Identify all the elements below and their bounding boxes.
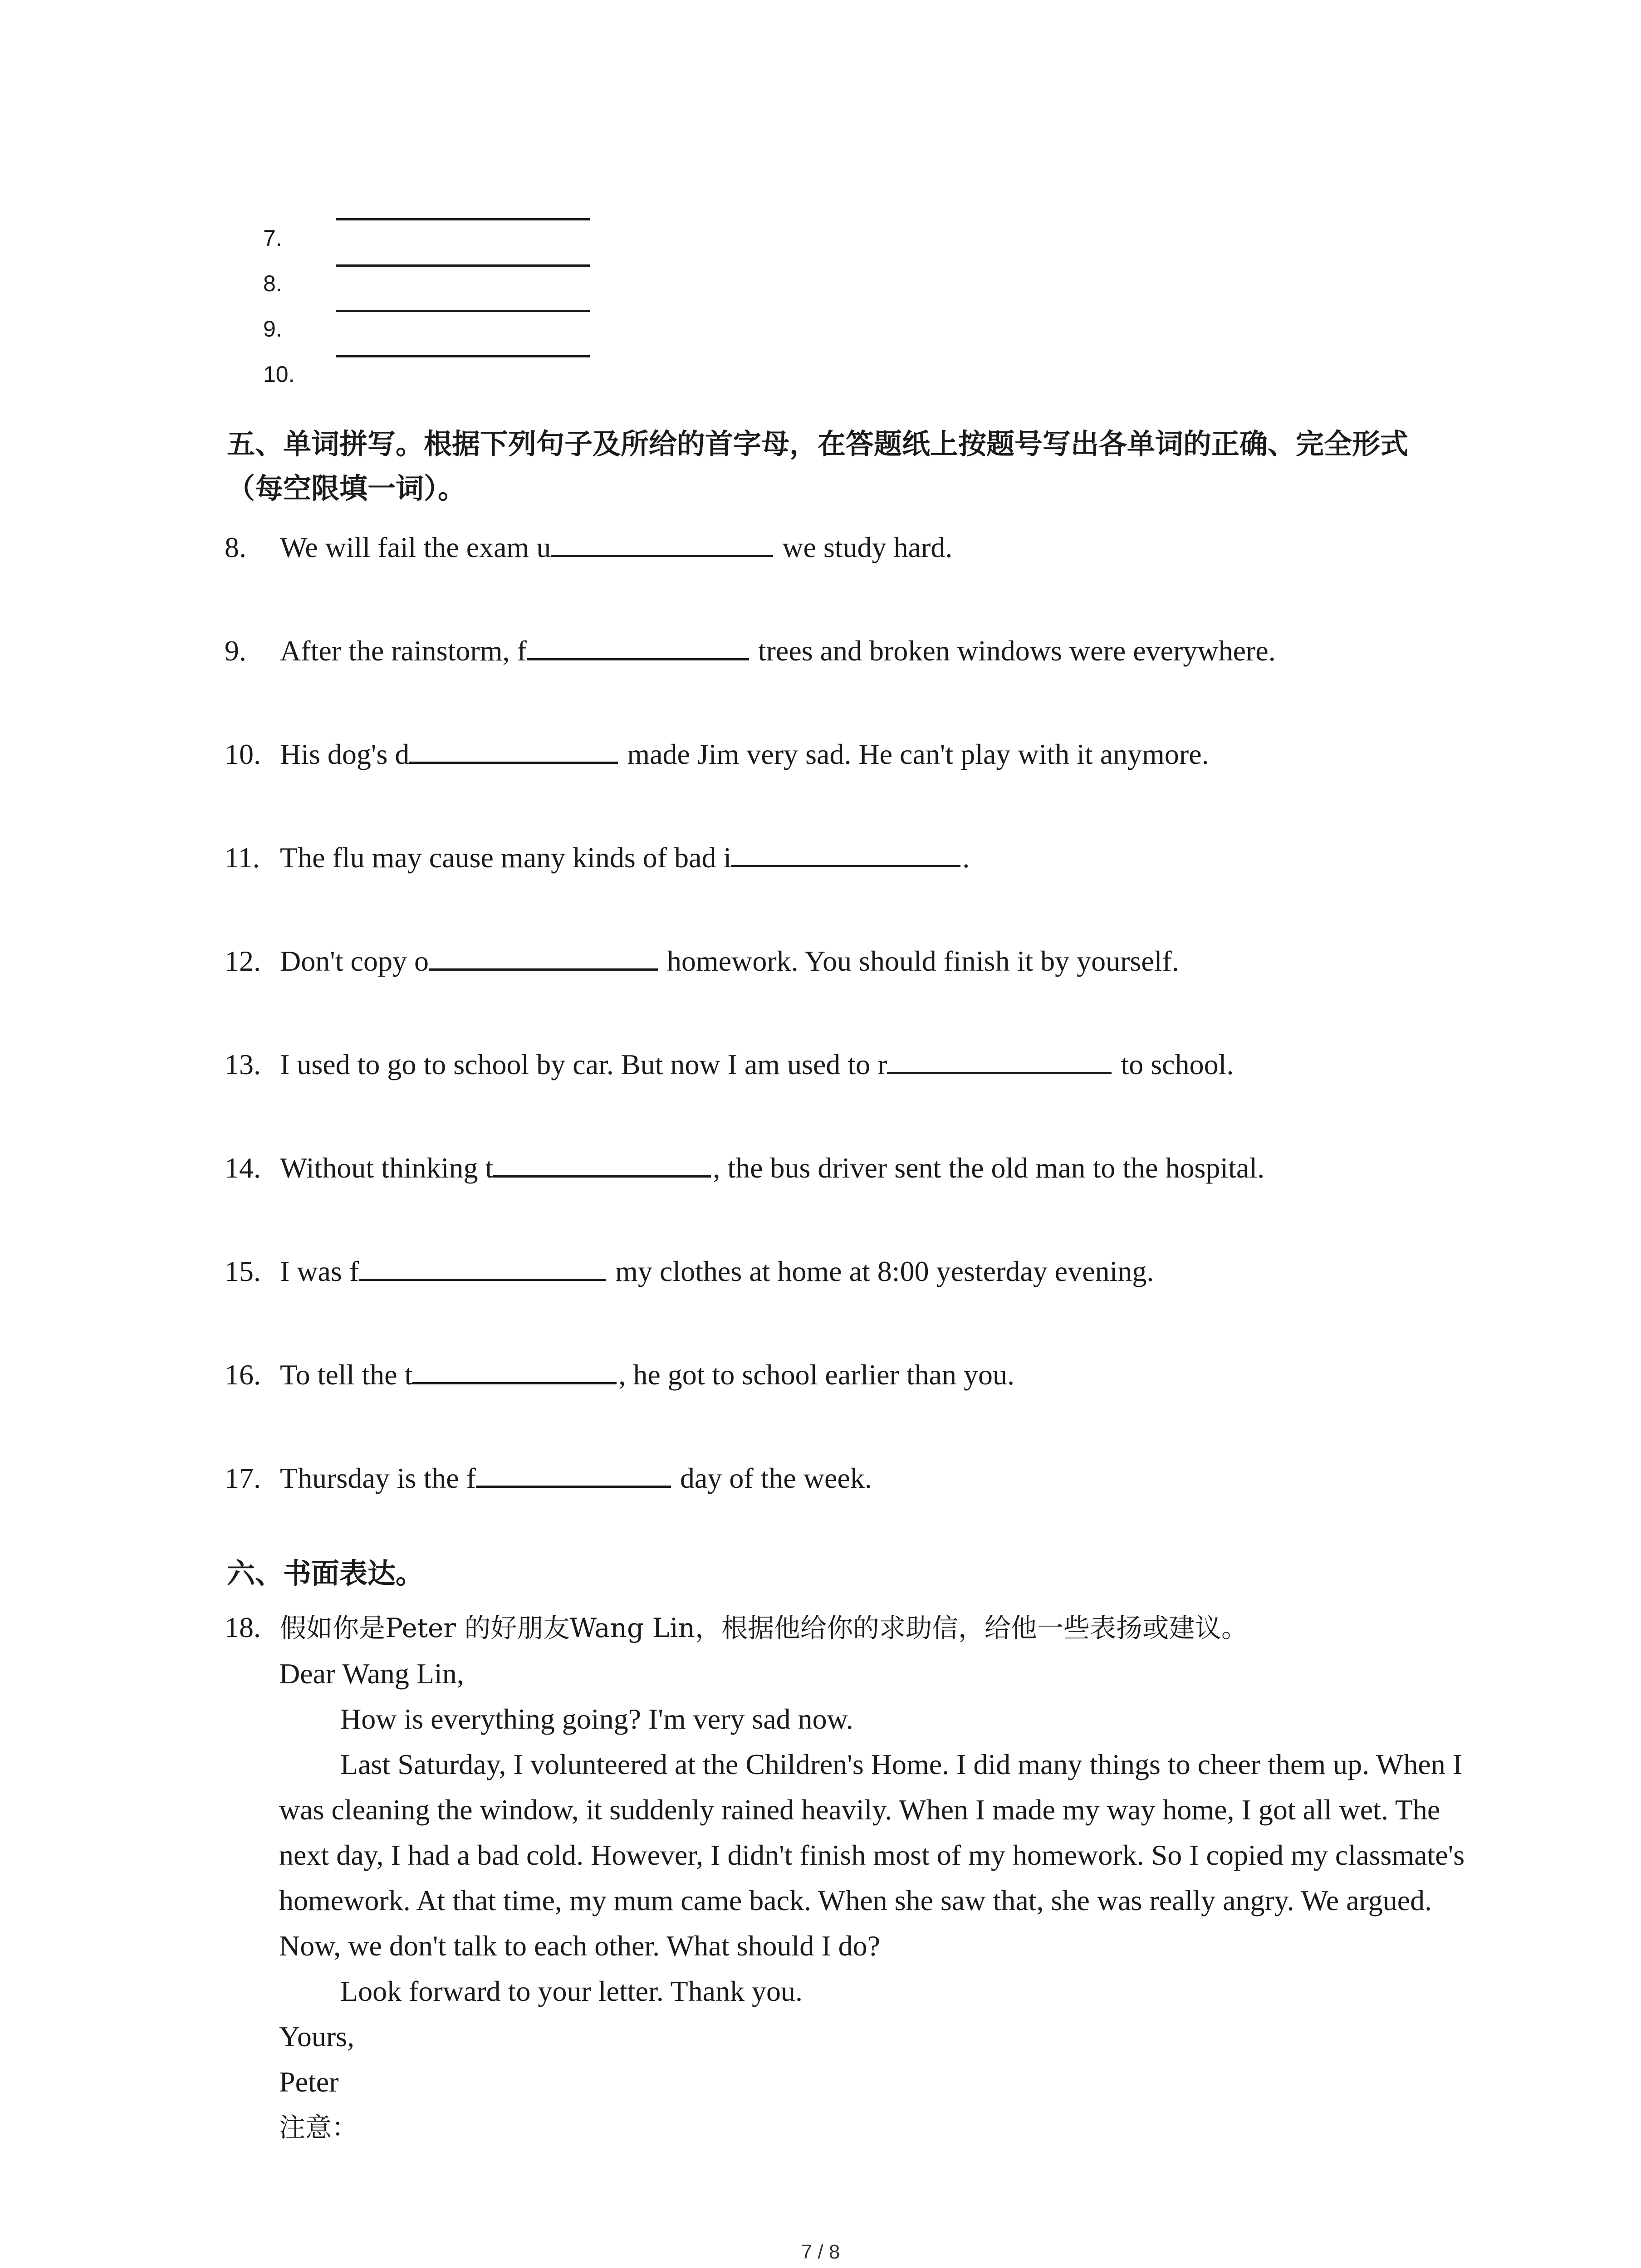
question-number: 14. <box>225 1152 261 1184</box>
question-text-after: my clothes at home at 8:00 yesterday evening. <box>608 1255 1154 1287</box>
answer-blank-line <box>336 355 590 357</box>
letter-paragraph <box>279 1742 1477 1969</box>
question-text-before: Without thinking t <box>280 1152 494 1184</box>
answer-blank[interactable] <box>551 528 773 557</box>
question-item <box>225 632 1477 669</box>
question-text-before: We will fail the exam u <box>280 531 551 563</box>
question-item <box>225 1459 1477 1496</box>
question-text-after: day of the week. <box>672 1462 872 1494</box>
answer-blank[interactable] <box>412 1356 617 1384</box>
answer-number: 8. <box>263 271 282 296</box>
letter-paragraph: How is everything going? I'm very sad now. <box>340 1703 853 1735</box>
question-item <box>225 1046 1477 1082</box>
answer-blank[interactable] <box>409 735 618 764</box>
answer-blank[interactable] <box>887 1046 1112 1074</box>
question-item <box>225 1610 1477 1645</box>
section-heading: 六、书面表达。 <box>227 1557 424 1590</box>
question-text-after: . <box>962 841 970 874</box>
note-label: 注意： <box>279 2112 358 2143</box>
page-number: 7 / 8 <box>801 2241 840 2263</box>
question-number: 17. <box>225 1462 261 1494</box>
answer-blank[interactable] <box>527 632 749 660</box>
letter-salutation: Dear Wang Lin, <box>279 1657 464 1690</box>
question-text-before: The flu may cause many kinds of bad i <box>280 841 732 874</box>
question-number: 10. <box>225 738 261 770</box>
question-number: 12. <box>225 945 261 977</box>
question-text-after: , the bus driver sent the old man to the hospital. <box>713 1152 1265 1184</box>
question-text-before: After the rainstorm, f <box>280 635 527 667</box>
question-item <box>225 1356 1477 1393</box>
answer-blank[interactable] <box>359 1252 606 1281</box>
question-text-after: made Jim very sad. He can't play with it anymore. <box>620 738 1209 770</box>
letter-paragraph: Look forward to your letter. Thank you. <box>340 1975 803 2007</box>
question-item <box>225 942 1477 979</box>
answer-blank[interactable] <box>476 1459 671 1488</box>
question-text-after: trees and broken windows were everywhere. <box>750 635 1276 667</box>
writing-prompt: 假如你是Peter 的好朋友Wang Lin，根据他给你的求助信，给他一些表扬或建议。 <box>280 1613 1248 1643</box>
answer-number: 7. <box>263 225 282 251</box>
question-number: 8. <box>225 531 246 563</box>
answer-blank[interactable] <box>493 1149 711 1178</box>
question-text-before: Thursday is the f <box>280 1462 476 1494</box>
letter-signature: Peter <box>279 2066 339 2098</box>
answer-number: 10. <box>263 362 295 387</box>
letter-body <box>279 1651 1477 2150</box>
answer-blank[interactable] <box>429 942 658 971</box>
question-number: 16. <box>225 1359 261 1391</box>
question-number: 18. <box>225 1611 261 1643</box>
letter-paragraph-line: Last Saturday, I volunteered at the Children's Home. I did many things to cheer them up. <box>340 1748 1370 1780</box>
question-number: 11. <box>225 841 260 874</box>
question-text-before: To tell the t <box>280 1359 413 1391</box>
question-item <box>225 735 1477 772</box>
question-text-before: His dog's d <box>280 738 410 770</box>
question-item <box>225 1149 1477 1186</box>
question-text-after: we study hard. <box>775 531 953 563</box>
question-text-after: , he got to school earlier than you. <box>618 1359 1014 1391</box>
question-text-after: to school. <box>1113 1048 1234 1080</box>
question-number: 13. <box>225 1048 261 1080</box>
answer-blank-line <box>336 218 590 220</box>
section-heading: 五、单词拼写。根据下列句子及所给的首字母，在答题纸上按题号写出各单词的正确、完全形式（每空限填一词）。 <box>227 427 1409 505</box>
question-text-before: Don't copy o <box>280 945 429 977</box>
question-item <box>225 1252 1477 1289</box>
answer-number: 9. <box>263 316 282 342</box>
letter-paragraph-continuation: When I was cleaning the window, it suddenly rained heavily. When I made my way home, I got all wet. The next day, I had a bad cold. However, I didn't finish most of my homework. So I copied my classmate's homework. At that time, my mum came back. When she saw that, she was really angry. We argued. Now, we don't talk to each other. What should I do? <box>279 1748 1465 1962</box>
question-text-after: homework. You should finish it by yourself. <box>659 945 1179 977</box>
question-text-before: I used to go to school by car. But now I am used to r <box>280 1048 887 1080</box>
question-number: 9. <box>225 635 246 667</box>
answer-blank-line <box>336 264 590 267</box>
question-number: 15. <box>225 1255 261 1287</box>
question-item <box>225 839 1477 875</box>
answer-blank-line <box>336 310 590 312</box>
answer-blank[interactable] <box>731 839 960 867</box>
question-text-before: I was f <box>280 1255 359 1287</box>
letter-closing: Yours, <box>279 2020 355 2053</box>
question-item <box>225 528 1477 565</box>
